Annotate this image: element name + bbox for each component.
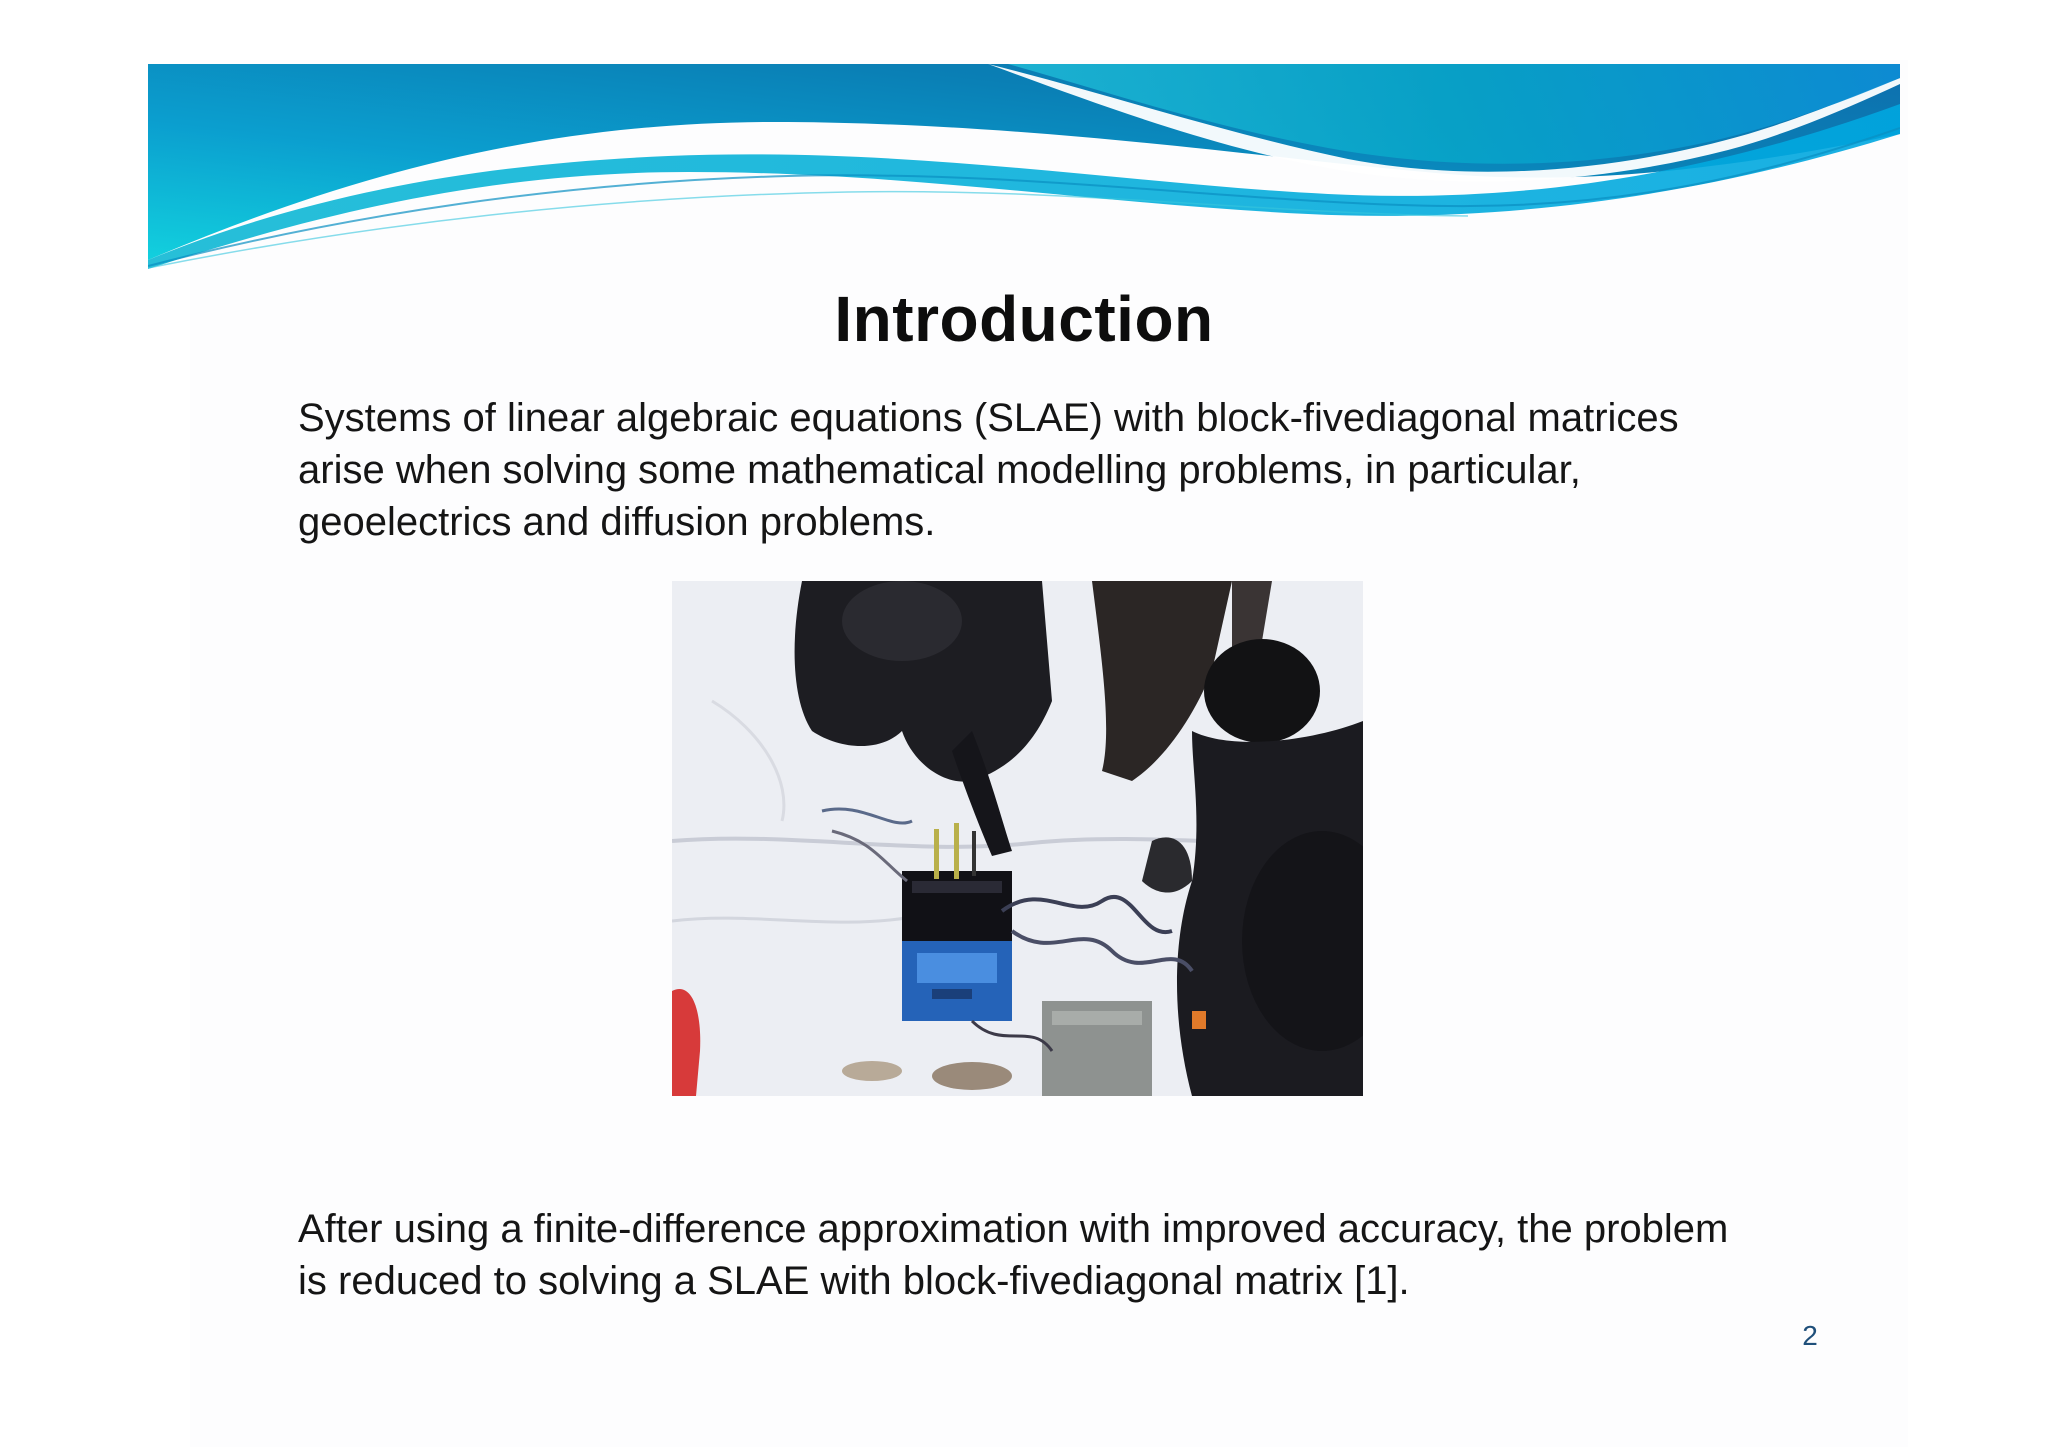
page-number: 2 [1802, 1320, 1818, 1351]
field-survey-photo-graphic [672, 581, 1363, 1096]
intro-paragraph: Systems of linear algebraic equations (SLAE) with block-fivediagonal matrices arise when solving some mathematical modelling problems, in particular, geoelectrics and diffusion problems. [298, 396, 1679, 544]
header-wave-banner [148, 64, 1900, 269]
field-survey-photo [672, 581, 1363, 1096]
result-paragraph: After using a finite-difference approximation with improved accuracy, the problem is reduced to solving a SLAE with block-fivediagonal matrix [1]. [298, 1207, 1729, 1303]
wave-banner-graphic [148, 64, 1900, 269]
slide-title: Introduction [834, 283, 1214, 355]
